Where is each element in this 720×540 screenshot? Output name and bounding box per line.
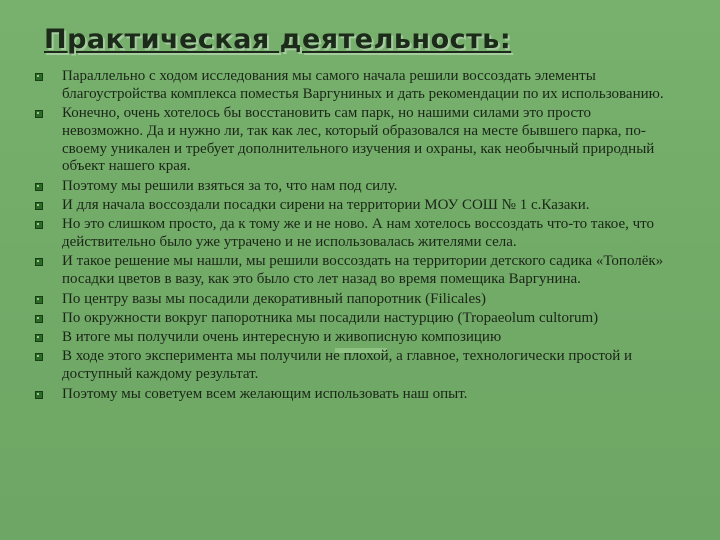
square-bullet-icon bbox=[34, 109, 44, 119]
list-item bbox=[34, 216, 674, 252]
list-item bbox=[34, 105, 674, 176]
square-bullet-icon bbox=[34, 352, 44, 362]
list-item bbox=[34, 197, 674, 215]
bullet-text: В итоге мы получили очень интересную и живописную композицию bbox=[62, 329, 502, 346]
list-item bbox=[34, 253, 674, 289]
square-bullet-icon bbox=[34, 314, 44, 324]
square-bullet-icon bbox=[34, 333, 44, 343]
slide-title: Практическая деятельность: bbox=[44, 24, 512, 55]
list-item bbox=[34, 386, 674, 404]
bullet-text: По центру вазы мы посадили декоративный папоротник (Filicales) bbox=[62, 290, 486, 307]
bullet-list bbox=[34, 68, 674, 405]
square-bullet-icon bbox=[34, 257, 44, 267]
list-item bbox=[34, 178, 674, 196]
bullet-text: В ходе этого эксперимента мы получили не плохой, а главное, технологически простой и доступный каждому результат. bbox=[62, 348, 633, 383]
square-bullet-icon bbox=[34, 295, 44, 305]
list-item bbox=[34, 68, 674, 104]
bullet-text: По окружности вокруг папоротника мы посадили настурцию (Tropaeolum cultorum) bbox=[62, 309, 599, 326]
list-item bbox=[34, 291, 674, 309]
square-bullet-icon bbox=[34, 182, 44, 192]
bullet-text: Поэтому мы советуем всем желающим использовать наш опыт. bbox=[62, 385, 468, 402]
list-item bbox=[34, 329, 674, 347]
square-bullet-icon bbox=[34, 72, 44, 82]
square-bullet-icon bbox=[34, 390, 44, 400]
square-bullet-icon bbox=[34, 201, 44, 211]
list-item bbox=[34, 348, 674, 384]
square-bullet-icon bbox=[34, 220, 44, 230]
bullet-text: Конечно, очень хотелось бы восстановить сам парк, но нашими силами это просто невозможно. Да и нужно ли, так как лес, который образовался на месте бывшего парка, по-своему уникален и требует дополнительного изучения и охраны, как необычный природный объект нашего края. bbox=[62, 105, 655, 175]
bullet-text: Поэтому мы решили взяться за то, что нам под силу. bbox=[62, 177, 398, 194]
list-item bbox=[34, 310, 674, 328]
bullet-text: Параллельно с ходом исследования мы самого начала решили воссоздать элементы благоустройства комплекса поместья Варгуниных и дать рекомендации по их использованию. bbox=[62, 68, 664, 102]
bullet-text: И такое решение мы нашли, мы решили воссоздать на территории детского садика «Тополёк» посадки цветов в вазу, как это было сто лет назад во время помещика Варгунина. bbox=[62, 253, 664, 288]
bullet-text: Но это слишком просто, да к тому же и не ново. А нам хотелось воссоздать что-то такое, что действительно было уже утрачено и не использовалась жителями села. bbox=[62, 216, 655, 251]
bullet-text: И для начала воссоздали посадки сирени на территории МОУ СОШ № 1 с.Казаки. bbox=[62, 197, 590, 214]
